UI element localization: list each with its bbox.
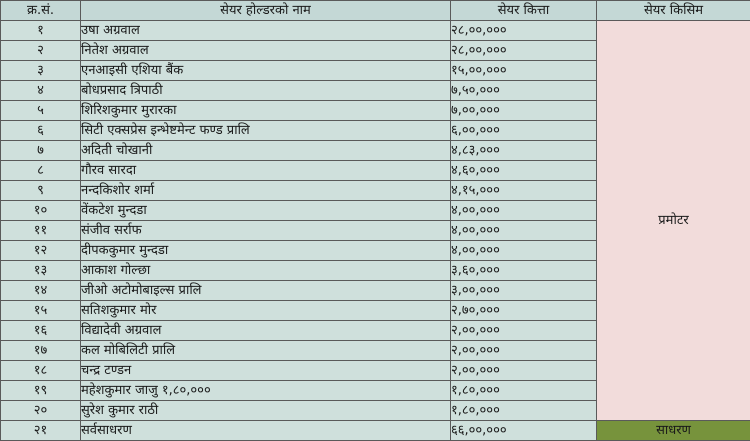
row-serial-number: १३ xyxy=(1,261,81,281)
row-shareholder-name: गौरव सारदा xyxy=(81,161,451,181)
row-serial-number: १७ xyxy=(1,341,81,361)
row-share-quantity: ६६,००,००० xyxy=(451,421,597,441)
table-header-row xyxy=(1,1,750,21)
row-share-quantity: २,००,००० xyxy=(451,321,597,341)
row-shareholder-name: उषा अग्रवाल xyxy=(81,21,451,41)
row-shareholder-name: सर्वसाधरण xyxy=(81,421,451,441)
row-serial-number: ७ xyxy=(1,141,81,161)
row-shareholder-name: महेशकुमार जाजु १,८०,००० xyxy=(81,381,451,401)
row-share-quantity: ६,००,००० xyxy=(451,121,597,141)
row-share-quantity: ४,००,००० xyxy=(451,201,597,221)
row-serial-number: २ xyxy=(1,41,81,61)
table-row xyxy=(1,21,750,41)
row-share-quantity: २८,००,००० xyxy=(451,21,597,41)
row-serial-number: ५ xyxy=(1,101,81,121)
row-shareholder-name: संजीव सर्राफ xyxy=(81,221,451,241)
row-serial-number: ४ xyxy=(1,81,81,101)
row-serial-number: २० xyxy=(1,401,81,421)
row-serial-number: १० xyxy=(1,201,81,221)
row-serial-number: १९ xyxy=(1,381,81,401)
row-share-quantity: ७,५०,००० xyxy=(451,81,597,101)
row-share-quantity: ४,००,००० xyxy=(451,221,597,241)
row-shareholder-name: एनआइसी एशिया बैंक xyxy=(81,61,451,81)
row-share-quantity: २,००,००० xyxy=(451,361,597,381)
row-share-quantity: ४,६०,००० xyxy=(451,161,597,181)
table-row xyxy=(1,421,750,441)
header-share-type: सेयर किसिम xyxy=(597,1,750,21)
row-serial-number: १२ xyxy=(1,241,81,261)
row-shareholder-name: जीओ अटोमोबाइल्स प्रालि xyxy=(81,281,451,301)
row-serial-number: १८ xyxy=(1,361,81,381)
row-serial-number: ६ xyxy=(1,121,81,141)
row-share-quantity: ४,००,००० xyxy=(451,241,597,261)
header-serial-number: क्र.सं. xyxy=(1,1,81,21)
row-shareholder-name: नन्दकिशोर शर्मा xyxy=(81,181,451,201)
row-shareholder-name: विद्यादेवी अग्रवाल xyxy=(81,321,451,341)
row-serial-number: १४ xyxy=(1,281,81,301)
row-shareholder-name: अदिती चोखानी xyxy=(81,141,451,161)
row-share-quantity: १५,००,००० xyxy=(451,61,597,81)
share-type-public: साधरण xyxy=(597,421,750,441)
row-serial-number: १६ xyxy=(1,321,81,341)
row-shareholder-name: वेंकटेश मुन्दडा xyxy=(81,201,451,221)
row-shareholder-name: चन्द्र टण्डन xyxy=(81,361,451,381)
row-share-quantity: १,८०,००० xyxy=(451,401,597,421)
row-shareholder-name: शिरिशकुमार मुरारका xyxy=(81,101,451,121)
row-shareholder-name: बोधप्रसाद त्रिपाठी xyxy=(81,81,451,101)
row-shareholder-name: नितेश अग्रवाल xyxy=(81,41,451,61)
row-serial-number: १ xyxy=(1,21,81,41)
row-share-quantity: २,००,००० xyxy=(451,341,597,361)
row-serial-number: ८ xyxy=(1,161,81,181)
row-serial-number: १५ xyxy=(1,301,81,321)
row-serial-number: ३ xyxy=(1,61,81,81)
row-share-quantity: २८,००,००० xyxy=(451,41,597,61)
row-share-quantity: ७,००,००० xyxy=(451,101,597,121)
row-shareholder-name: सिटी एक्सप्रेस इन्भेष्टमेन्ट फण्ड प्रालि xyxy=(81,121,451,141)
row-share-quantity: ३,००,००० xyxy=(451,281,597,301)
header-shareholder-name: सेयर होल्डरको नाम xyxy=(81,1,451,21)
row-shareholder-name: सतिशकुमार मोर xyxy=(81,301,451,321)
row-shareholder-name: सुरेश कुमार राठी xyxy=(81,401,451,421)
row-share-quantity: ३,६०,००० xyxy=(451,261,597,281)
row-share-quantity: १,८०,००० xyxy=(451,381,597,401)
row-shareholder-name: दीपककुमार मुन्दडा xyxy=(81,241,451,261)
row-shareholder-name: कल मोबिलिटी प्रालि xyxy=(81,341,451,361)
row-share-quantity: ४,८३,००० xyxy=(451,141,597,161)
row-shareholder-name: आकाश गोल्छा xyxy=(81,261,451,281)
share-type-promoter: प्रमोटर xyxy=(597,21,750,421)
row-serial-number: ९ xyxy=(1,181,81,201)
row-share-quantity: ४,१५,००० xyxy=(451,181,597,201)
row-serial-number: ११ xyxy=(1,221,81,241)
header-share-quantity: सेयर कित्ता xyxy=(451,1,597,21)
row-share-quantity: २,७०,००० xyxy=(451,301,597,321)
row-serial-number: २१ xyxy=(1,421,81,441)
